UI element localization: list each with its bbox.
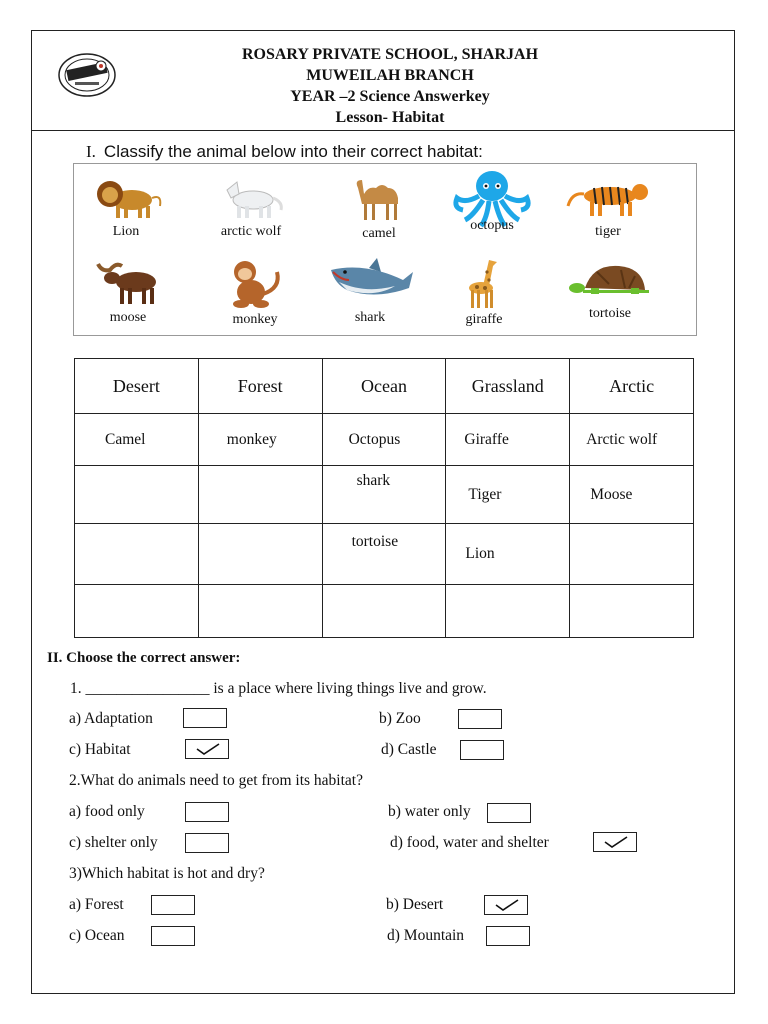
habitat-table — [74, 358, 694, 638]
animal-moose — [73, 258, 183, 326]
question-3-text: 3)Which habitat is hot and dry? — [69, 865, 265, 882]
tortoise-icon — [565, 260, 655, 304]
section1-instruction: Classify the animal below into their correct habitat: — [103, 142, 483, 161]
animal-octopus — [437, 168, 547, 234]
arctic-wolf-icon — [211, 176, 291, 222]
moose-icon — [88, 258, 168, 308]
animal-label: tiger — [595, 224, 621, 239]
q1-checkbox-c[interactable] — [185, 739, 229, 759]
table-row — [75, 466, 694, 524]
giraffe-icon — [459, 256, 509, 310]
animal-monkey — [200, 258, 310, 328]
column-header-forest: Forest — [198, 359, 322, 414]
q2-checkbox-d[interactable] — [593, 832, 637, 852]
checkmark-icon — [604, 835, 628, 849]
table-cell — [75, 585, 199, 638]
q2-option-d: d) food, water and shelter — [390, 834, 549, 851]
q1-option-a: a) Adaptation — [69, 710, 153, 727]
table-cell — [75, 524, 199, 585]
table-cell — [198, 524, 322, 585]
table-cell — [322, 585, 446, 638]
q3-checkbox-a[interactable] — [151, 895, 195, 915]
table-cell: Moose — [570, 466, 694, 524]
table-cell: Giraffe — [446, 414, 570, 466]
tiger-icon — [558, 176, 658, 222]
table-cell: Arctic wolf — [570, 414, 694, 466]
animal-shark — [315, 258, 425, 326]
lesson-title: Lesson- Habitat — [335, 109, 445, 126]
table-cell: Octopus — [322, 414, 446, 466]
lion-icon — [86, 176, 166, 222]
q2-option-c: c) shelter only — [69, 834, 158, 851]
q2-checkbox-a[interactable] — [185, 802, 229, 822]
table-row — [75, 524, 694, 585]
q3-option-d: d) Mountain — [387, 927, 465, 944]
q1-checkbox-d[interactable] — [460, 740, 504, 760]
column-header-grassland: Grassland — [446, 359, 570, 414]
animal-tortoise — [555, 260, 665, 322]
camel-icon — [344, 174, 414, 224]
table-cell — [198, 466, 322, 524]
animal-picture-box — [73, 163, 697, 336]
animal-label: monkey — [232, 312, 278, 327]
question-2-text: 2.What do animals need to get from its habitat? — [69, 772, 363, 789]
animal-label: octopus — [470, 218, 514, 233]
q1-option-d: d) Castle — [381, 741, 437, 758]
animal-giraffe — [429, 256, 539, 328]
animal-arctic-wolf — [196, 176, 306, 240]
question-1-text: 1. ________________ is a place where living things live and grow. — [70, 680, 487, 697]
q1-option-c: c) Habitat — [69, 741, 131, 758]
table-row — [75, 414, 694, 466]
animal-label: camel — [362, 226, 396, 241]
section2-title: II. Choose the correct answer: — [47, 650, 241, 666]
checkmark-icon — [495, 898, 519, 912]
q1-checkbox-b[interactable] — [458, 709, 502, 729]
table-cell — [570, 585, 694, 638]
school-name: ROSARY PRIVATE SCHOOL, SHARJAH — [241, 46, 539, 63]
table-cell: Camel — [75, 414, 199, 466]
table-cell: shark — [322, 466, 446, 524]
q2-option-a: a) food only — [69, 803, 145, 820]
animal-label: arctic wolf — [220, 224, 282, 239]
section1-number: I. — [86, 142, 96, 161]
q2-option-b: b) water only — [388, 803, 471, 820]
table-cell: tortoise — [322, 524, 446, 585]
document-header — [180, 44, 600, 128]
q3-option-a: a) Forest — [69, 896, 124, 913]
q1-option-b: b) Zoo — [379, 710, 421, 727]
monkey-icon — [217, 258, 293, 310]
shark-icon — [325, 258, 415, 308]
q3-checkbox-c[interactable] — [151, 926, 195, 946]
animal-label: giraffe — [465, 312, 503, 327]
table-cell — [570, 524, 694, 585]
branch-name: MUWEILAH BRANCH — [306, 67, 474, 84]
q2-checkbox-b[interactable] — [487, 803, 531, 823]
table-cell — [198, 585, 322, 638]
q3-option-c: c) Ocean — [69, 927, 125, 944]
table-cell — [75, 466, 199, 524]
animal-label: tortoise — [589, 306, 631, 321]
checkmark-icon — [196, 742, 220, 756]
column-header-arctic: Arctic — [570, 359, 694, 414]
table-row — [75, 585, 694, 638]
animal-lion — [71, 176, 181, 240]
animal-label: Lion — [112, 224, 140, 239]
animal-camel — [324, 174, 434, 242]
animal-label: moose — [109, 310, 147, 325]
column-header-desert: Desert — [75, 359, 199, 414]
table-cell: monkey — [198, 414, 322, 466]
q2-checkbox-c[interactable] — [185, 833, 229, 853]
table-cell: Lion — [446, 524, 570, 585]
table-header-row — [75, 359, 694, 414]
column-header-ocean: Ocean — [322, 359, 446, 414]
q3-option-b: b) Desert — [386, 896, 444, 913]
section1-title — [86, 142, 483, 162]
q1-checkbox-a[interactable] — [183, 708, 227, 728]
school-logo — [57, 52, 117, 98]
animal-tiger — [553, 176, 663, 240]
table-cell: Tiger — [446, 466, 570, 524]
q3-checkbox-b[interactable] — [484, 895, 528, 915]
year-title: YEAR –2 Science Answerkey — [290, 88, 490, 105]
q3-checkbox-d[interactable] — [486, 926, 530, 946]
animal-label: shark — [354, 310, 386, 325]
table-cell — [446, 585, 570, 638]
header-divider — [31, 130, 735, 131]
